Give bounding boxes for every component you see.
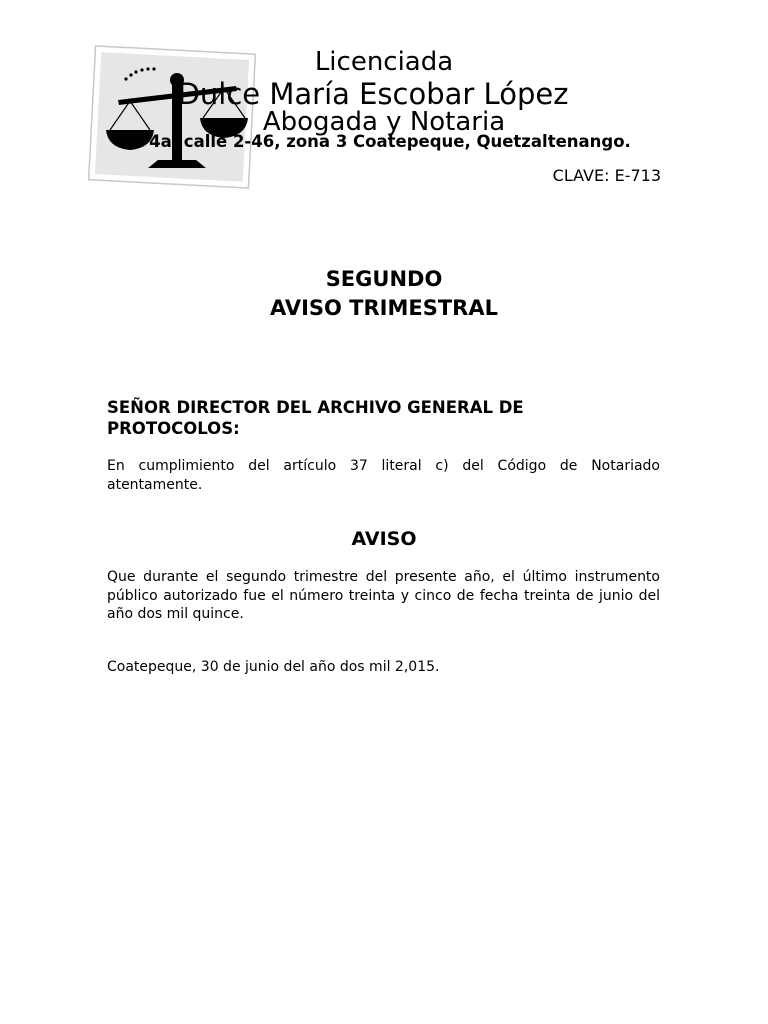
date-line: Coatepeque, 30 de junio del año dos mil 2,015. bbox=[107, 659, 440, 675]
notary-name: Dulce María Escobar López bbox=[177, 77, 569, 111]
aviso-heading: AVISO bbox=[351, 528, 417, 550]
notary-profession: Abogada y Notaria bbox=[262, 107, 506, 137]
header-title-line: Licenciada bbox=[314, 47, 454, 77]
notary-address: 4a. calle 2-46, zona 3 Coatepeque, Quetzaltenango. bbox=[149, 132, 631, 151]
aviso-paragraph: Que durante el segundo trimestre del presente año, el último instrumento público autorizado fue el número treinta y cinco de fecha treinta de junio del año dos mil quince. bbox=[107, 569, 660, 622]
intro-paragraph: En cumplimiento del artículo 37 literal c) del Código de Notariado atentamente. bbox=[107, 458, 660, 493]
notary-clave: CLAVE: E-713 bbox=[552, 166, 661, 185]
document-title-line2: AVISO TRIMESTRAL bbox=[270, 296, 498, 320]
recipient-heading: SEÑOR DIRECTOR DEL ARCHIVO GENERAL DE PROTOCOLOS: bbox=[107, 398, 524, 438]
document-title-line1: SEGUNDO bbox=[325, 267, 443, 291]
